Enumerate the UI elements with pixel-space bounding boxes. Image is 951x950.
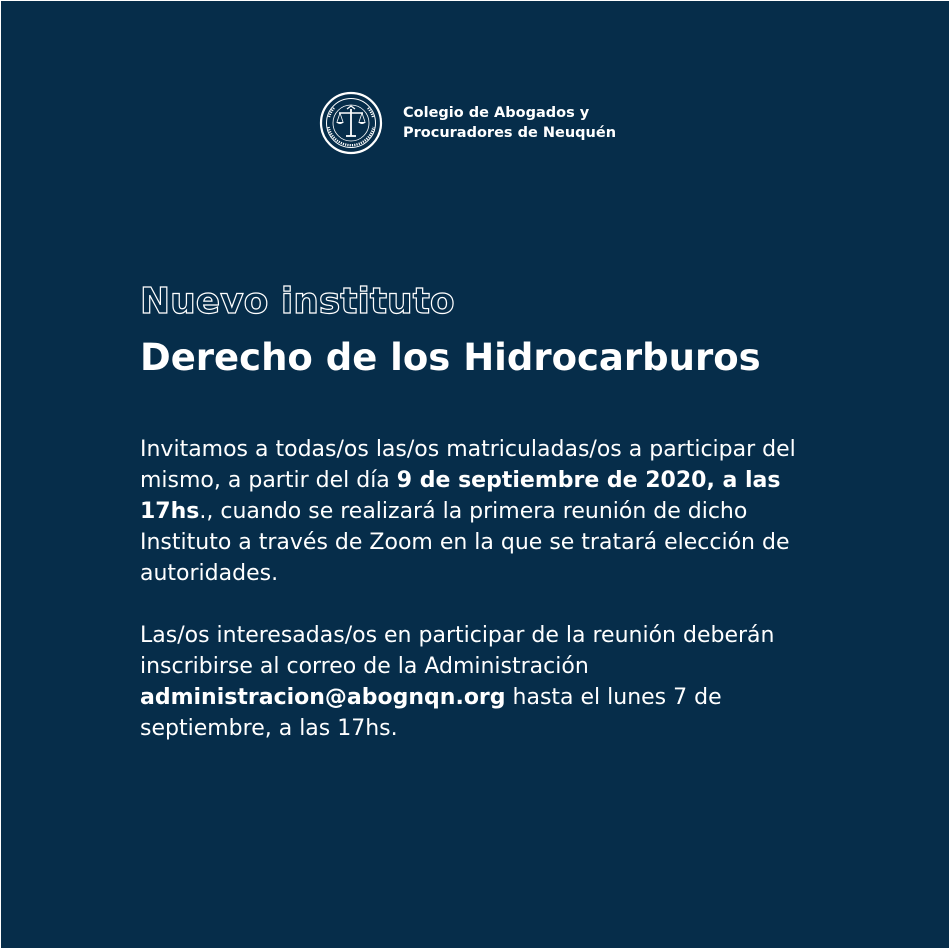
- headline-outline: Nuevo instituto: [140, 281, 455, 322]
- organization-name-line-1: Colegio de Abogados y: [403, 105, 590, 121]
- scales-of-justice-seal-logo: [319, 91, 383, 155]
- invitation-text-end: ., cuando se realizará la primera reunión de dicho Instituto a través de Zoom en la que se tratará elección de autoridades.: [140, 499, 790, 586]
- organization-name-line-2: Procuradores de Neuquén: [403, 125, 617, 141]
- organization-header: [319, 91, 616, 155]
- headline-title: Derecho de los Hidrocarburos: [140, 336, 761, 379]
- meeting-date: 9 de septiembre de 2020, a las 17hs: [140, 468, 781, 524]
- announcement-body: [140, 434, 830, 744]
- registration-paragraph: [140, 620, 830, 744]
- organization-name: [403, 103, 616, 143]
- invitation-paragraph: [140, 434, 830, 589]
- contact-email: administracion@abognqn.org: [140, 685, 506, 710]
- announcement-poster: [1, 1, 949, 948]
- registration-text-start: Las/os interesadas/os en participar de la reunión deberán inscribirse al correo de la Administración: [140, 623, 775, 679]
- invitation-text-start: Invitamos a todas/os las/os matriculadas/os a participar del mismo, a partir del día: [140, 437, 796, 493]
- registration-text-end: hasta el lunes 7 de septiembre, a las 17hs.: [140, 685, 722, 741]
